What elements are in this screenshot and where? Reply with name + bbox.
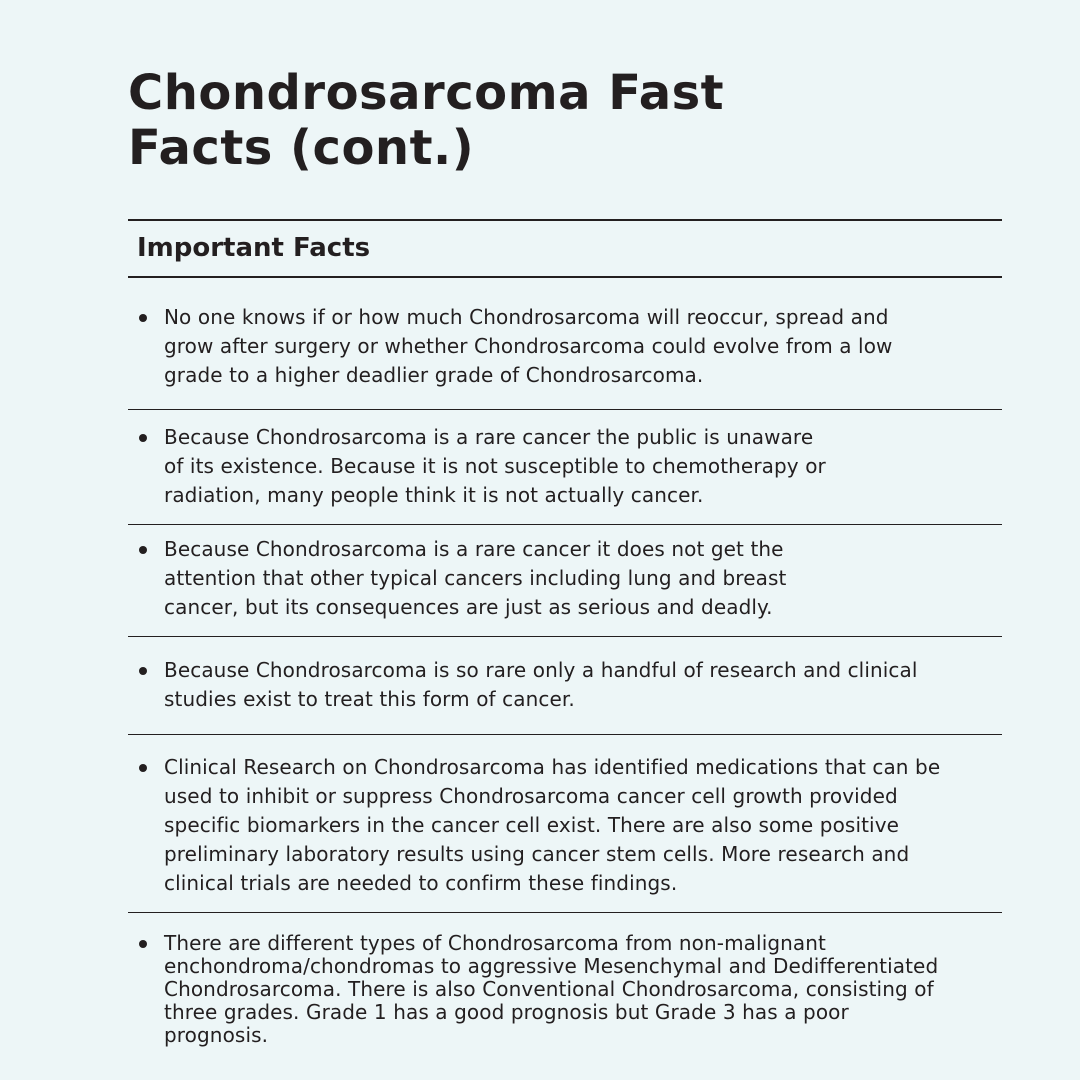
divider [128,636,1002,637]
bullet-icon [139,667,147,675]
fact-line: specific biomarkers in the cancer cell exist. There are also some positive [164,813,900,837]
fact-line: No one knows if or how much Chondrosarcoma will reoccur, spread and [164,305,889,329]
page-title-line-1: Chondrosarcoma Fast [128,65,725,121]
fact-line: cancer, but its consequences are just as serious and deadly. [164,595,773,619]
fact-line: Because Chondrosarcoma is so rare only a handful of research and clinical [164,658,918,682]
fact-line: three grades. Grade 1 has a good prognosis but Grade 3 has a poor [164,1000,849,1024]
fact-text [164,535,786,622]
fact-line: radiation, many people think it is not actually cancer. [164,483,704,507]
fact-line: enchondroma/chondromas to aggressive Mesenchymal and Dedifferentiated [164,954,939,978]
fact-line: used to inhibit or suppress Chondrosarcoma cancer cell growth provided [164,784,898,808]
fact-text [164,753,940,898]
fact-line: grow after surgery or whether Chondrosarcoma could evolve from a low [164,334,893,358]
fact-line: Clinical Research on Chondrosarcoma has identified medications that can be [164,755,941,779]
fact-line: clinical trials are needed to confirm these findings. [164,871,678,895]
fact-text [164,932,938,1047]
bullet-icon [139,434,147,442]
page-title [128,66,828,176]
fact-line: Chondrosarcoma. There is also Conventional Chondrosarcoma, consisting of [164,977,934,1001]
fact-text [164,423,826,510]
fact-line: prognosis. [164,1023,269,1047]
fact-text [164,656,918,714]
fact-line: Because Chondrosarcoma is a rare cancer the public is unaware [164,425,814,449]
section-bottom-rule [128,276,1002,278]
fact-line: grade to a higher deadlier grade of Chondrosarcoma. [164,363,704,387]
bullet-icon [139,764,147,772]
fact-line: of its existence. Because it is not susceptible to chemotherapy or [164,454,826,478]
fact-line: attention that other typical cancers including lung and breast [164,566,787,590]
divider [128,524,1002,525]
section-heading: Important Facts [137,233,371,263]
bullet-icon [139,940,147,948]
divider [128,409,1002,410]
section-top-rule [128,219,1002,221]
fact-text [164,303,893,390]
bullet-icon [139,314,147,322]
divider [128,912,1002,913]
fact-line: Because Chondrosarcoma is a rare cancer it does not get the [164,537,784,561]
fact-line: There are different types of Chondrosarcoma from non-malignant [164,931,826,955]
divider [128,734,1002,735]
fact-line: preliminary laboratory results using cancer stem cells. More research and [164,842,910,866]
page-title-line-2: Facts (cont.) [128,120,475,176]
fact-line: studies exist to treat this form of cancer. [164,687,575,711]
bullet-icon [139,546,147,554]
